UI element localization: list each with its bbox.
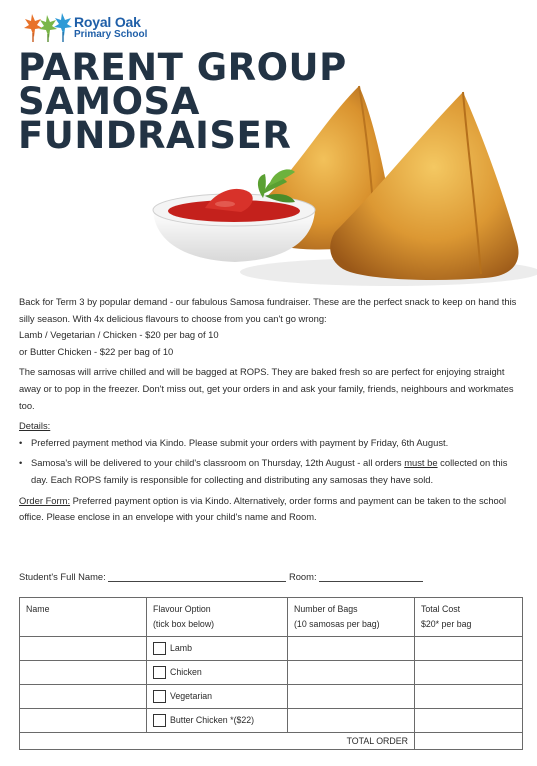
cost-cell[interactable] (415, 685, 523, 709)
flavour-cell: Butter Chicken *($22) (147, 709, 288, 733)
cost-cell[interactable] (415, 637, 523, 661)
room-field[interactable] (319, 571, 423, 582)
table-row (20, 709, 523, 733)
details-item-payment: • Preferred payment method via Kindo. Please submit your orders with payment by Friday, 6th August. (31, 435, 524, 452)
bags-cell[interactable] (288, 661, 415, 685)
price-line-standard: Lamb / Vegetarian / Chicken - $20 per bag of 10 (19, 329, 219, 341)
delivery-paragraph: The samosas will arrive chilled and will be bagged at ROPS. They are baked fresh so are perfect for enjoying straight away or to pop in the freezer. Don't miss out, get your orders in and ask your family, friends, neighbours and workmates too. (19, 366, 514, 411)
student-details-line (19, 571, 423, 582)
order-table (19, 597, 523, 750)
cost-cell[interactable] (415, 661, 523, 685)
bags-cell[interactable] (288, 709, 415, 733)
bags-cell[interactable] (288, 685, 415, 709)
title-line-1: PARENT GROUP (18, 46, 347, 89)
total-row (20, 733, 523, 750)
header-cost: Total Cost $20* per bag (415, 598, 523, 637)
table-row (20, 685, 523, 709)
flyer-body (19, 294, 524, 526)
price-line-butter-chicken: or Butter Chicken - $22 per bag of 10 (19, 345, 174, 357)
flavour-cell: Chicken (147, 661, 288, 685)
header-flavour: Flavour Option (tick box below) (147, 598, 288, 637)
title-line-3: FUNDRAISER (18, 114, 292, 157)
must-be-emphasis: must be (404, 457, 438, 469)
order-form-heading: Order Form: (19, 494, 71, 506)
student-name-field[interactable] (108, 571, 286, 582)
table-row (20, 637, 523, 661)
flavour-cell: Vegetarian (147, 685, 288, 709)
details-list (19, 435, 524, 489)
total-order-label: TOTAL ORDER (20, 733, 415, 750)
name-cell[interactable] (20, 661, 147, 685)
flavour-cell: Lamb (147, 637, 288, 661)
name-cell[interactable] (20, 685, 147, 709)
school-subtitle: Primary School (74, 28, 148, 40)
total-order-cell[interactable] (415, 733, 523, 750)
room-label: Room: (288, 571, 317, 582)
chicken-checkbox[interactable] (153, 666, 166, 679)
table-row (20, 661, 523, 685)
bags-cell[interactable] (288, 637, 415, 661)
student-name-label: Student's Full Name: (19, 571, 106, 582)
header-name: Name (20, 598, 147, 637)
details-heading: Details: (19, 420, 51, 432)
autumn-leaves-icon (22, 11, 72, 43)
butter-chicken-checkbox[interactable] (153, 714, 166, 727)
order-table-header (20, 598, 523, 637)
title-line-2: SAMOSA (18, 80, 200, 123)
header-bags: Number of Bags (10 samosas per bag) (288, 598, 415, 637)
cost-cell[interactable] (415, 709, 523, 733)
vegetarian-checkbox[interactable] (153, 690, 166, 703)
name-cell[interactable] (20, 709, 147, 733)
name-cell[interactable] (20, 637, 147, 661)
intro-paragraph: Back for Term 3 by popular demand - our fabulous Samosa fundraiser. These are the perfect snack to keep on hand this silly season. With 4x delicious flavours to choose from you can't go wrong: (19, 296, 517, 324)
school-logo (22, 11, 147, 43)
details-item-delivery: • Samosa's will be delivered to your child's classroom on Thursday, 12th August - all orders must be collected on this day. Each ROPS family is responsible for collecting and distributing any samosas they have sold. (31, 455, 524, 488)
school-name: Royal Oak (74, 13, 141, 30)
samosa-photo (145, 82, 537, 287)
lamb-checkbox[interactable] (153, 642, 166, 655)
order-form-paragraph: Order Form: Preferred payment option is via Kindo. Alternatively, order forms and payment can be taken to the school office. Please enclose in an envelope with your child's name and Room. (19, 494, 507, 523)
